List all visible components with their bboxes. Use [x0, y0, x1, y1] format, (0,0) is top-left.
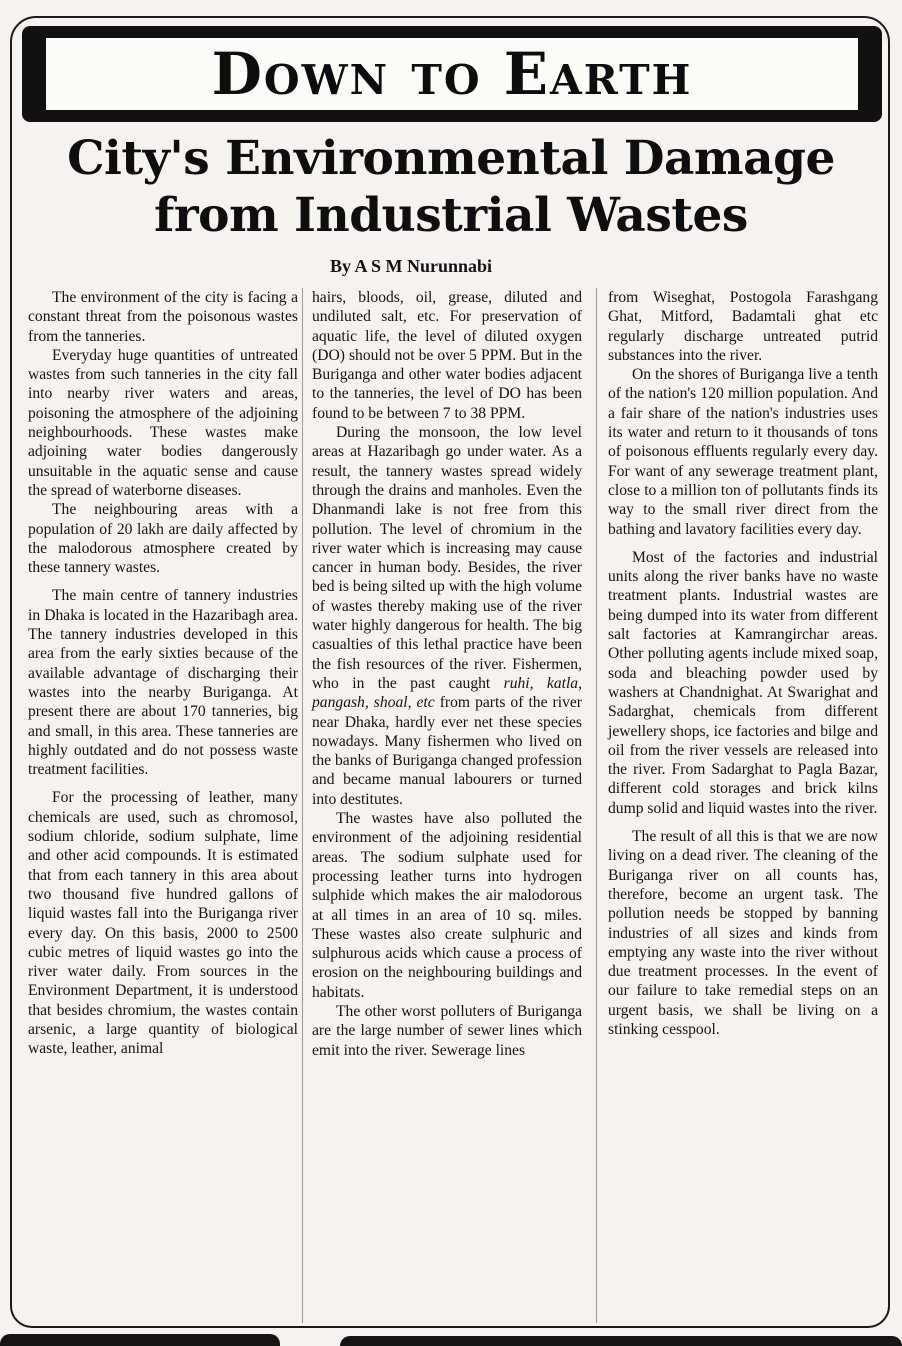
paragraph: The wastes have also polluted the environment of the adjoining residential areas. The sodium sulphate used for processing leather turns into hydrogen sulphide which makes the air malodorous at all times in an area of 10 sq. miles. These wastes also create sulphuric and sulphurous acids which cause a process of erosion on the neighbouring buildings and habitats.: [312, 810, 582, 1001]
paragraph-text: During the monsoon, the low level areas at Hazaribagh go under water. As a result, the tannery wastes spread widely through the drains and manholes. Even the Dhanmandi lake is not free from this pollution. The level of chromium in the river water which is increasing may cause cancer in human body. Besides, the river bed is being silted up with the high volume of wastes thereby making use of the river water highly dangerous for health. The big casualties of this lethal practice have been the fish resources of the river. Fishermen, who in the past caught: [312, 424, 582, 692]
next-article-edge: [0, 1334, 280, 1346]
paragraph: The environment of the city is facing a constant threat from the poisonous wastes from the tanneries.: [28, 289, 298, 345]
paragraph: The main centre of tannery industries in Dhaka is located in the Hazaribagh area. The tannery industries developed in this area from the early sixties because of the available advantage of discharging their wastes into the nearby Buriganga. At present there are about 170 tanneries, big and small, in this area. These tanneries are highly outdated and do not possess waste treatment facilities.: [28, 587, 298, 779]
paragraph: Everyday huge quantities of untreated wastes from such tanneries in the city fall into nearby river waters and areas, poisoning the atmosphere of the adjoining neighbourhoods. These wastes make adjoining water bodies dangerously unsuitable in the aquatic sense and cause the spread of waterborne diseases.: [28, 346, 298, 499]
article-column-3: [608, 288, 878, 1039]
fish-species: ruhi, katla, pangash, shoal, etc: [312, 674, 582, 712]
paragraph: hairs, bloods, oil, grease, diluted and undiluted salt, etc. For preservation of aquatic life, the level of diluted oxygen (DO) should not be over 5 PPM. But in the Buriganga and other water bodies adjacent to the tanneries, the level of DO has been found to be between 7 to 38 PPM.: [312, 289, 582, 422]
byline: By A S M Nurunnabi: [330, 256, 493, 276]
article-column-1: [28, 288, 298, 1059]
section-banner-box: [46, 38, 858, 110]
paragraph: For the processing of leather, many chemicals are used, such as chromosol, sodium chloride, sodium sulphate, lime and other acid compounds. It is estimated that from each tannery in this area about two thousand five hundred gallons of liquid wastes fall into the Buriganga river every day. On this basis, 2000 to 2500 cubic metres of liquid wastes go into the river water daily. From sources in the Environment Department, it is understood that besides chromium, the wastes contain arsenic, a large quantity of biological waste, leather, animal: [28, 789, 298, 1058]
paragraph: Most of the factories and industrial units along the river banks have no waste treatment plants. Industrial wastes are being dumped into its water from different salt factories at Kamrangirchar areas. Other polluting agents include mixed soap, soda and bleaching powder used by washers at Chandnighat. At Swarighat and Sadarghat, chemicals from different jewellery shops, ice factories and bilge and oil from the river vessels are released into the river. From Sadarghat to Pagla Bazar, different cold storages and brick kilns dump solid and liquid wastes into the river.: [608, 548, 878, 817]
headline: City's Environmental Damage from Industrial Wastes: [67, 131, 835, 243]
article-column-2: [312, 288, 582, 1060]
paragraph-text: from parts of the river near Dhaka, hardly ever net these species nowadays. Many fishermen who lived on the banks of Buriganga changed profession and became manual labourers or turned into destitutes.: [312, 694, 582, 808]
column-divider: [596, 288, 597, 1323]
paragraph: from Wiseghat, Postogola Farashgang Ghat, Mitford, Badamtali ghat etc regularly discharge untreated putrid substances into the river.: [608, 289, 878, 364]
paragraph: The other worst polluters of Buriganga are the large number of sewer lines which emit into the river. Sewerage lines: [312, 1002, 582, 1059]
paragraph: On the shores of Buriganga live a tenth of the nation's 120 million population. And a fair share of the nation's industries uses its water and return to it thousands of tons of poisonous effluents regularly every day. For want of any sewerage treatment plant, close to a million ton of pollutants finds its way to the small river direct from the bathing and lavatory facilities every day.: [608, 366, 878, 538]
paragraph: [312, 423, 582, 809]
section-title: Down to Earth: [211, 40, 693, 108]
column-divider: [302, 288, 303, 1323]
paragraph: The neighbouring areas with a population of 20 lakh are daily affected by the malodorous atmosphere created by these tannery wastes.: [28, 501, 298, 577]
next-article-edge: [340, 1336, 902, 1346]
paragraph: The result of all this is that we are now living on a dead river. The cleaning of the Buriganga river on all counts has, therefore, become an urgent task. The pollution needs be stopped by banning industries of all sizes and kinds from emptying any waste into the river without due treatment processes. In the event of our failure to take remedial steps on an urgent basis, we shall be living on a stinking cesspool.: [608, 828, 878, 1038]
section-banner: [22, 26, 882, 122]
